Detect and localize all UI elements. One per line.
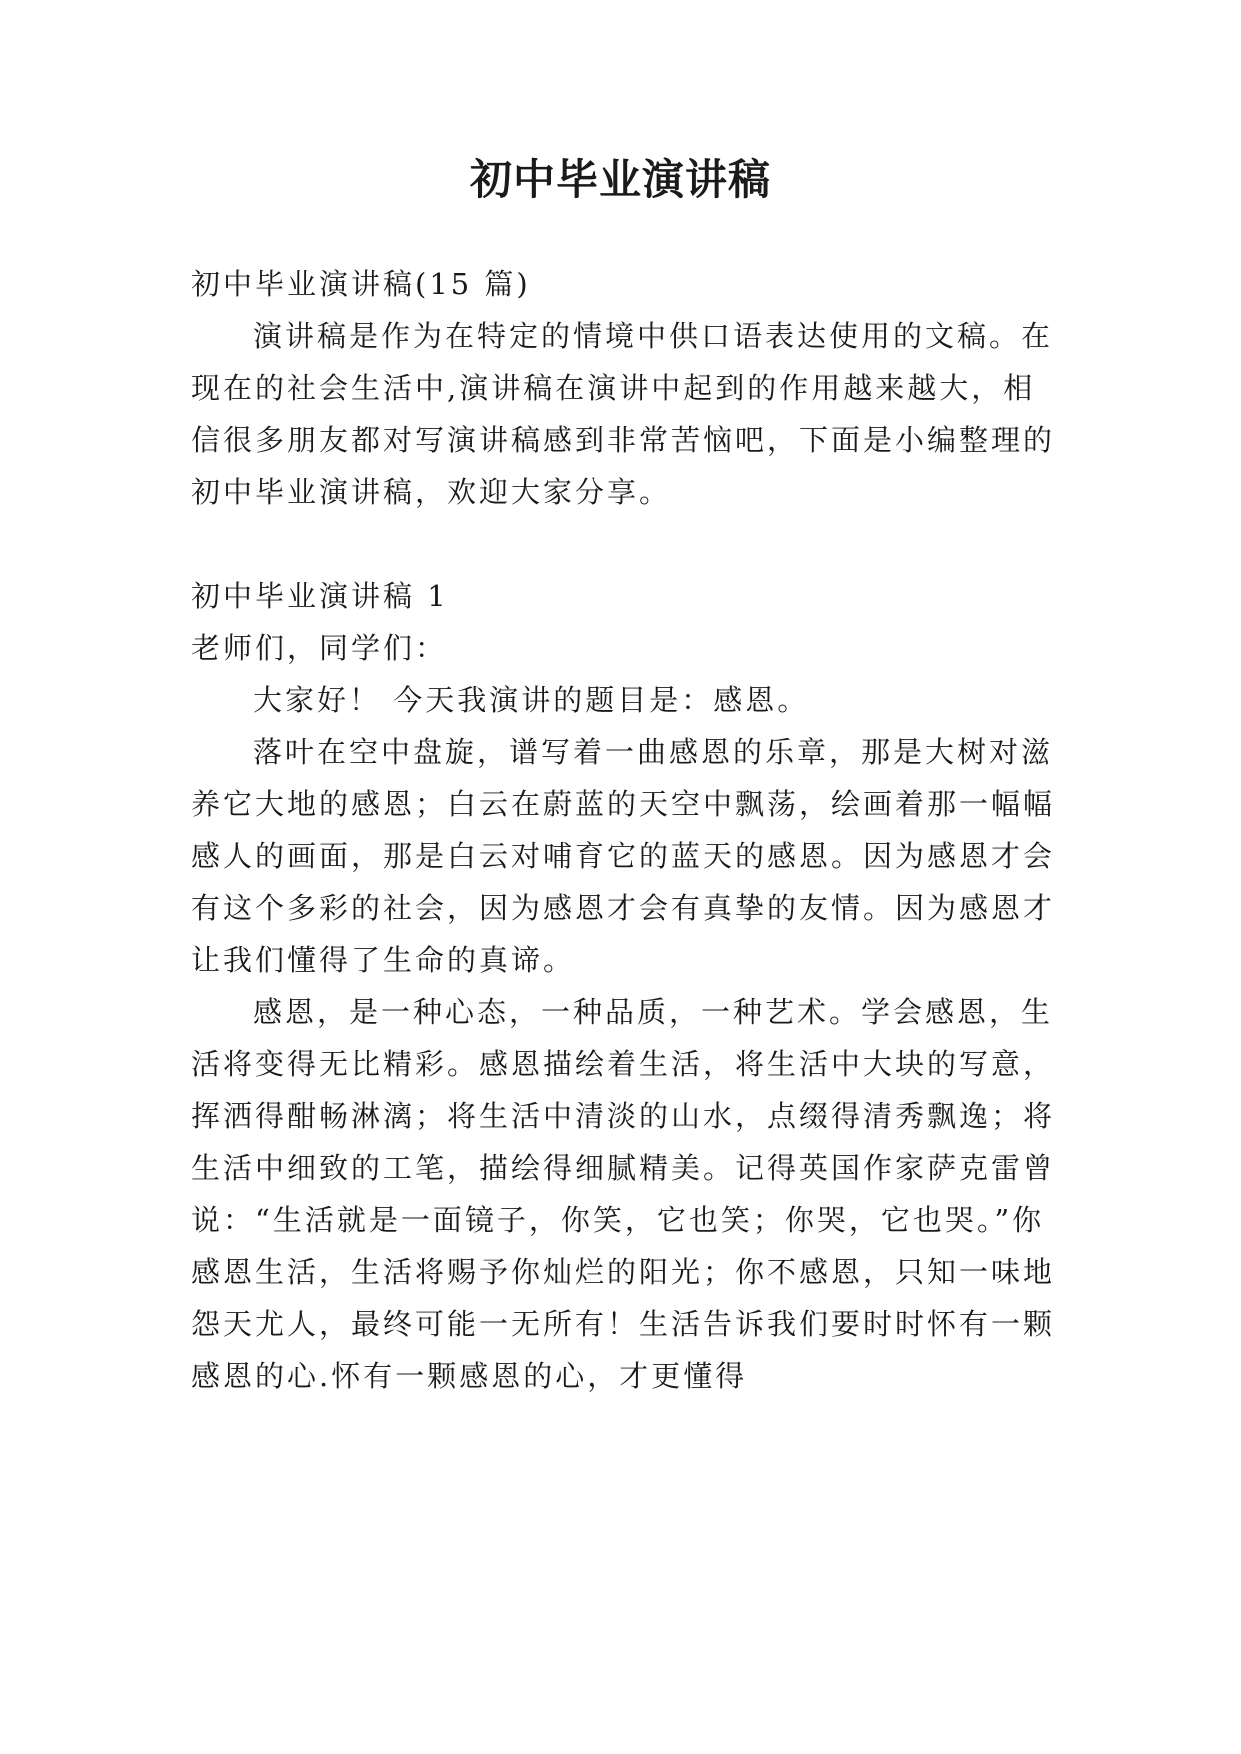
speech-paragraph-2: 落叶在空中盘旋，谱写着一曲感恩的乐章，那是大树对滋养它大地的感恩；白云在蔚蓝的天空中飘荡，绘画着那一幅幅感人的画面，那是白云对哺育它的蓝天的感恩。因为感恩才会有这个多彩的社会，因为感恩才会有真挚的友情。因为感恩才让我们懂得了生命的真谛。 <box>191 735 1056 977</box>
salutation: 老师们，同学们： <box>191 631 448 665</box>
document-body <box>191 258 1061 1402</box>
speech-paragraph-3: 感恩，是一种心态，一种品质，一种艺术。学会感恩，生活将变得无比精彩。感恩描绘着生活，将生活中大块的写意，挥洒得酣畅淋漓；将生活中清淡的山水，点缀得清秀飘逸；将生活中细致的工笔，描绘得细腻精美。记得英国作家萨克雷曾说：“生活就是一面镜子，你笑，它也笑；你哭，它也哭。”你感恩生活，生活将赐予你灿烂的阳光；你不感恩，只知一味地怨天尤人，最终可能一无所有！生活告诉我们要时时怀有一颗感恩的心.怀有一颗感恩的心，才更懂得 <box>191 995 1056 1393</box>
speech-paragraph-1: 大家好！ 今天我演讲的题目是：感恩。 <box>253 683 810 717</box>
intro-paragraph: 演讲稿是作为在特定的情境中供口语表达使用的文稿。在现在的社会生活中,演讲稿在演讲中起到的作用越来越大，相信很多朋友都对写演讲稿感到非常苦恼吧，下面是小编整理的初中毕业演讲稿，欢迎大家分享。 <box>191 319 1056 509</box>
document-subtitle: 初中毕业演讲稿(15 篇) <box>191 267 531 301</box>
section-spacer <box>191 518 1061 570</box>
section-heading: 初中毕业演讲稿 1 <box>191 579 449 613</box>
document-title: 初中毕业演讲稿 <box>469 155 771 204</box>
